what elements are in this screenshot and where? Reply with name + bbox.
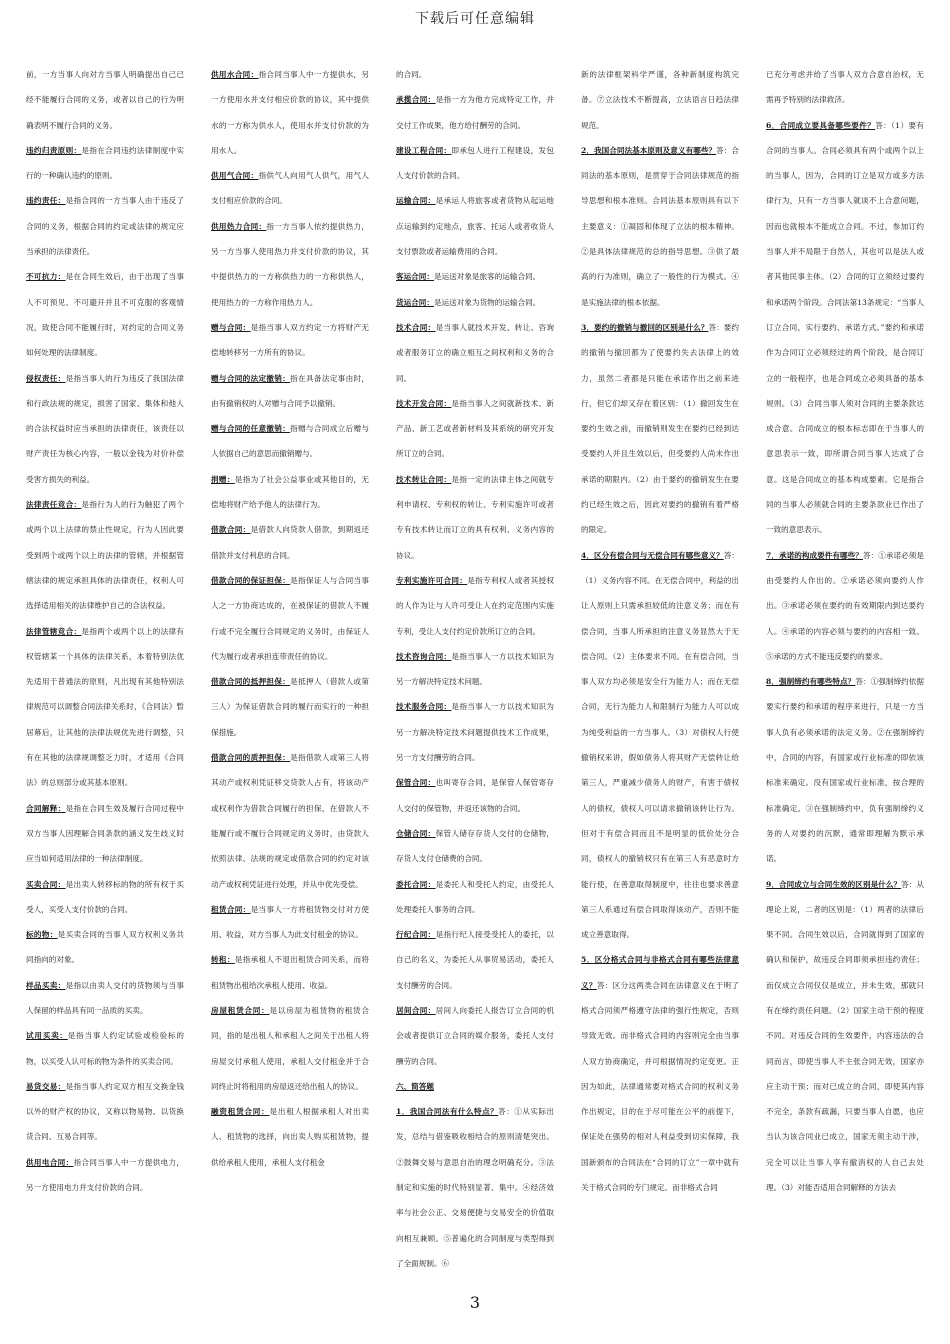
term-definition: 是买卖合同的当事人双方权利义务共同指向的对象。 — [26, 930, 184, 965]
term-definition: 是指行纪人接受受托人的委托，以自己的名义，为委托人从事贸易活动，委托人支付酬劳的合同。 — [396, 930, 554, 990]
paragraph — [26, 619, 184, 796]
term-heading: 捐赠： — [211, 474, 235, 484]
page-number: 3 — [469, 1293, 481, 1312]
term-heading: 租赁合同： — [211, 904, 251, 914]
term-definition: 答：从理论上说，二者的区别是：（1）两者的法律后果不同。合同生效以后，合同就得到了国家的确认和保护，故违反合同即须承担违约责任；而仅成立合同仅仅是成立，并未生效，那就只有在缔约责任问题。（2）国家主动干预的程度不同。对违反合同的生效要件，内容违法的合同而言，即使当事人不主张合同无效，国家亦应主动干预；而对已成立的合同，即使其内容不完全，条款有疏漏，只要当事人自愿，也应当认为该合同业已成立，国家无须主动干涉，完全可以让当事人享有撤消权的人自己去处理。（3）对能否适用合同解释的方法去 — [766, 879, 924, 1193]
paragraph — [396, 87, 554, 138]
paragraph — [396, 1074, 554, 1099]
term-definition: 是指为了社会公益事业或其他目的，无偿地将财产给予他人的法律行为。 — [211, 474, 369, 510]
term-heading: 违约责任： — [26, 196, 66, 206]
term-definition: 指在具备法定事由时，由有撤销权的人对赠与合同予以撤销。 — [211, 373, 369, 408]
term-definition: 是承运人将旅客或者货物从起运地点运输到约定地点，旅客、托运人或者收货人支付票款或者运输费用的合同。 — [396, 196, 554, 257]
term-definition: 指合同当事人中一方提供电力，另一方使用电力并支付价款的合同。 — [26, 1157, 184, 1193]
paragraph — [26, 1074, 184, 1150]
term-heading: 技术开发合同： — [396, 398, 452, 408]
term-definition: 指供气人向用气人供气，用气人支付相应价款的合同。 — [211, 171, 369, 206]
term-heading: 客运合同： — [396, 272, 434, 282]
paragraph — [26, 973, 184, 1024]
term-definition: 是指当事人一方以技术知识为另一方解决特定技术问题提供技术工作成果，另一方支付酬劳的合同。 — [396, 702, 554, 763]
term-definition: 是指以由卖人交付的货物须与当事人保留的样品具有同一品质的买卖。 — [26, 980, 184, 1015]
page-header: 下载后可任意编辑 — [415, 11, 535, 27]
paragraph — [211, 517, 369, 568]
paragraph — [26, 1023, 184, 1074]
term-definition: 是出租人根据承租人对出卖人、租赁物的选择，向出卖人购买租赁物，提供给承租人使用，承租人支付租金 — [211, 1107, 369, 1167]
term-heading: 侵权责任： — [26, 373, 66, 383]
paragraph — [26, 872, 184, 923]
term-definition: 是指一定的法律主体之间就专利申请权、专利权的转让、专利实施许可或者专有技术转让而订立的具有权利、义务内容的协议。 — [396, 474, 554, 560]
paragraph — [211, 947, 369, 998]
term-heading: 买卖合同： — [26, 879, 66, 889]
paragraph — [396, 188, 554, 264]
term-definition: 前，一方当事人向对方当事人明确提出自己已经不能履行合同的义务，或者以自己的行为明确表明不履行合同的义务。 — [26, 70, 184, 130]
paragraph — [581, 947, 739, 1200]
term-definition: 的合同。 — [396, 70, 427, 79]
paragraph — [26, 492, 184, 618]
paragraph — [766, 543, 924, 669]
term-heading: 供用电合同： — [26, 1157, 74, 1167]
paragraph — [26, 1150, 184, 1201]
term-heading: 法律管辖竞合： — [26, 626, 82, 636]
paragraph — [396, 1099, 554, 1276]
term-definition: 是指合同的一方当事人由于违反了合同的义务，根据合同的约定或法律的规定应当承担的法律责任。 — [26, 196, 184, 257]
paragraph — [396, 922, 554, 998]
term-heading: 货运合同： — [396, 297, 434, 307]
term-definition: 是在合同生效后，由于出现了当事人不可预见、不可避开并且不可克服的客观情况，致使合同不能履行时，对约定的合同义务如何处理的法律制度。 — [26, 272, 184, 358]
term-definition: 是当事人就技术开发、转让、咨询或者服务订立的确立相互之间权利和义务的合同。 — [396, 322, 554, 383]
term-definition: 保管人储存存货人交付的仓储物，存货人支付仓储费的合同。 — [396, 828, 554, 864]
paragraph — [211, 467, 369, 518]
term-definition: 是当事人一方将租赁物交付对方使用、收益，对方当事人为此支付租金的协议。 — [211, 904, 369, 940]
term-heading: 合同解释： — [26, 803, 66, 813]
paragraph — [396, 872, 554, 923]
term-definition: 答：（1）要有合同的当事人。合同必须具有两个或两个以上的当事人，因为，合同的订立是双方或多方法律行为，只有一方当事人就谈不上合意问题，因而也就根本不能成立合同。不过，参加订约当事人并不局限于自然人，其也可以是法人或者其他民事主体。（2）合同的订立须经过要约和承诺两个阶段。合同法第13条规定：“当事人订立合同，实行要约、承诺方式。”要约和承诺作为合同订立必须经过的两个阶段，是合同订立的一般程序，也是合同成立必须具备的基本规则。（3）合同当事人须对合同的主要条款达成合意。合同成立的根本标志即在于当事人的意思表示一致，即所谓合同当事人达成了合意。这是合同成立的基本构成要素。它是指合同的当事人必须就合同的主要条款业已作出了一致的意思表示。 — [766, 120, 924, 535]
paragraph — [211, 568, 369, 669]
term-heading: 2．我国合同法基本原则及意义有哪些？ — [581, 145, 717, 155]
paragraph — [581, 315, 739, 543]
term-heading: 保管合同： — [396, 778, 436, 788]
term-heading: 1．我国合同法有什么特点？ — [396, 1107, 499, 1117]
paragraph — [766, 872, 924, 1201]
paragraph — [581, 62, 739, 138]
paragraph — [396, 138, 554, 189]
paragraph — [26, 366, 184, 492]
term-definition: 是指两个或两个以上的法律有权管辖某一个具体的法律关系，本着特别法优先适用于普通法的原则，凡出现有其他特别法律规范可以调整合同法律关系时，《合同法》暂居幕后，让其他的法律法规优先进行调整，只有在其他的法律规调整乏力时，才适用《合同法》的总则部分或其基本原则。 — [26, 626, 184, 788]
term-definition: 是抵押人（借款人或第三人）为保证借款合同的履行而实行的一种担保措施。 — [211, 677, 369, 737]
paragraph — [396, 315, 554, 391]
paragraph — [211, 669, 369, 745]
term-heading: 技术服务合同： — [396, 702, 452, 712]
paragraph — [211, 745, 369, 897]
paragraph — [26, 188, 184, 264]
term-heading: 借款合同的质押担保： — [211, 753, 291, 763]
term-definition: 是借款人向贷款人借款，到期返还借款并支付利息的合同。 — [211, 525, 369, 560]
column-5 — [766, 62, 924, 1282]
term-heading: 法律责任竞合： — [26, 500, 82, 510]
term-definition: 是指行为人的行为触犯了两个或两个以上法律的禁止性规定，行为人因此要受到两个或两个以上的法律的管辖，并根据管辖法律的规定承担具体的法律责任，权利人可选择适用相关的法律维护自己的合法权益。 — [26, 500, 184, 611]
paragraph — [211, 998, 369, 1099]
term-definition: 新的法律框架科学严谨，各种新制度构筑完备。⑦立法技术不断提高，立法语言日趋法律规范。 — [581, 70, 739, 130]
term-heading: 技术合同： — [396, 322, 436, 332]
paragraph — [396, 694, 554, 770]
term-heading: 9．合同成立与合同生效的区别是什么？ — [766, 879, 902, 889]
term-heading: 技术转让合同： — [396, 474, 452, 484]
paragraph — [766, 113, 924, 543]
paragraph — [766, 62, 924, 113]
term-heading: 供用气合同： — [211, 171, 259, 181]
term-definition: 是指当事人的行为违反了我国法律和行政法规的规定，损害了国家、集体和他人的合法权益时应当承担的法律责任，该责任以财产责任为核心内容，一般以金钱为对价补偿受害方损失的利益。 — [26, 373, 184, 484]
term-heading: 仓储合同： — [396, 828, 436, 838]
paragraph — [26, 796, 184, 872]
term-heading: 3．要约的撤销与撤回的区别是什么？ — [581, 322, 709, 332]
term-definition: 已充分考虑并给了当事人双方合意自治权，无需再予特别的法律救济。 — [766, 70, 924, 105]
term-heading: 赠与合同的法定撤销： — [211, 373, 291, 383]
term-heading: 标的物： — [26, 930, 58, 940]
term-heading: 赠与合同的任意撤销： — [211, 424, 291, 434]
paragraph — [396, 998, 554, 1074]
term-definition: 即承包人进行工程建设，发包人支付价款的合同。 — [396, 145, 554, 181]
paragraph — [26, 138, 184, 189]
paragraph — [396, 290, 554, 315]
term-heading: 借款合同的抵押担保： — [211, 677, 291, 687]
term-heading: 运输合同： — [396, 196, 436, 206]
term-definition: 指一方当事人依约提供热力，另一方当事人使用热力并支付价款的协议，其中提供热力的一方称供热力的一方称供热人，使用热力的一方称作用热力人。 — [211, 221, 369, 307]
term-heading: 试用买卖： — [26, 1031, 68, 1041]
term-definition: 是指在合同生效及履行合同过程中双方当事人因理解合同条款的涵义发生歧义时应当如何适用法律的一种法律制度。 — [26, 803, 184, 864]
term-heading: 8．强制缔约有哪些特点？ — [766, 677, 856, 687]
term-definition: 是指一方为他方完成特定工作，并交付工作成果，他方给付酬劳的合同。 — [396, 95, 554, 130]
paragraph — [396, 644, 554, 695]
term-definition: 答：①承诺必须是由受要约人作出的。②承诺必须向要约人作出。③承诺必须在要约的有效期限内到达要约人。④承诺的内容必须与要约的内容相一致。⑤承诺的方式不能违反要约的要求。 — [766, 550, 924, 661]
term-heading: 6．合同成立要具备哪些要件？ — [766, 120, 876, 130]
paragraph — [396, 62, 554, 87]
term-heading: 借款合同的保证担保： — [211, 575, 291, 585]
term-definition: 居间人向委托人报告订立合同的机会或者提供订立合同的媒介服务，委托人支付酬劳的合同。 — [396, 1005, 554, 1066]
paragraph — [581, 543, 739, 948]
term-definition: 是委托人和受托人约定，由受托人处理委托人事务的合同。 — [396, 879, 554, 914]
paragraph — [396, 391, 554, 467]
term-definition: 是指借款人或第三人将其动产或权利凭证移交贷款人占有，将该动产或权利作为借款合同履行的担保，在借款人不能履行或不履行合同规定的义务时，由贷款人依照法律、法规的规定或借款合同的约定对该动产或权利凭证进行处理，并从中优先受偿。 — [211, 753, 369, 889]
term-definition: 是指当事人之间就新技术、新产品、新工艺或者新材料及其系统的研究开发所订立的合同。 — [396, 398, 554, 459]
term-heading: 不可抗力： — [26, 272, 66, 282]
paragraph — [211, 163, 369, 214]
column-4 — [581, 62, 739, 1282]
paragraph — [211, 214, 369, 315]
term-heading: 样品买卖： — [26, 980, 66, 990]
paragraph — [396, 467, 554, 568]
term-definition: 是运送对象是旅客的运输合同。 — [433, 272, 541, 282]
term-heading: 4．区分有偿合同与无偿合同有哪些意义？ — [581, 550, 724, 560]
term-definition: 是出卖人转移标的物的所有权于买受人，买受人支付价款的合同。 — [26, 879, 184, 914]
term-heading: 易货交易： — [26, 1081, 66, 1091]
term-definition: 也叫寄存合同，是保管人保管寄存人交付的保管物，并返还该物的合同。 — [396, 778, 554, 813]
term-definition: 答：区分这两类合同在法律意义在于明了格式合同须严格遵守法律的强行性规定，否则导致无效。而非格式合同的内容则完全由当事人双方协商确定，并可根据情况约定变更。正因为如此，法律通常要对格式合同的权利义务作出规定，目的在于尽可能在公平的前提下，保证处在强势的相对人利益受到切实保障，我国新颁布的合同法在“合同的订立”一章中就有关于格式合同的专门规定。而非格式合同 — [581, 980, 739, 1193]
term-definition: 是指专利权人或者其授权的人作为让与人许可受让人在约定范围内实施专利，受让人支付约定价款所订立的合同。 — [396, 575, 554, 636]
paragraph — [211, 416, 369, 467]
term-heading: 专利实施许可合同： — [396, 575, 468, 585]
paragraph — [211, 62, 369, 163]
paragraph — [26, 922, 184, 973]
term-definition: 是指当事人约定双方相互交换金钱以外的财产权的协议，又称以物易物、以货换货合同、互易合同等。 — [26, 1081, 184, 1142]
term-heading: 六、简答题 — [396, 1081, 434, 1091]
term-definition: 是以房屋为租赁物的租赁合同，指的是出租人和承租人之间关于出租人将房屋交付承租人使用，承租人交付租金并于合同终止时将租用的房屋返还给出租人的协议。 — [211, 1005, 369, 1091]
paragraph — [211, 897, 369, 948]
paragraph — [26, 264, 184, 365]
term-heading: 技术咨询合同： — [396, 651, 452, 661]
term-heading: 5．区分格式合同与非格式合同有哪些法律意义？ — [581, 955, 739, 990]
term-heading: 居间合同： — [396, 1005, 436, 1015]
term-definition: 是指在合同违约法律制度中实行的一种确认违约的原则。 — [26, 145, 184, 181]
term-heading: 房屋租赁合同： — [211, 1005, 270, 1015]
term-heading: 赠与合同： — [211, 322, 251, 332]
term-heading: 建设工程合同： — [396, 145, 452, 155]
term-heading: 借款合同： — [211, 525, 251, 535]
term-heading: 违约归责原则： — [26, 145, 82, 155]
column-3 — [396, 62, 554, 1282]
column-2 — [211, 62, 369, 1282]
paragraph — [766, 669, 924, 871]
paragraph — [211, 366, 369, 417]
paragraph — [26, 62, 184, 138]
term-definition: 答：要约的撤销与撤回都为了使要约失去法律上的效力，虽然二者都是只能在承诺作出之前来进行，但它们却又存在着区别：（1）撤回发生在要约生效之前，而撤销则发生在要约已经到达受要约人并且生效以后，但受要约人尚未作出承诺的期限内。（2）由于要约的撤销发生在要约已经生效之后，因此对要约的撤销有着严格的限定。 — [581, 322, 739, 535]
paragraph — [211, 315, 369, 366]
term-definition: 是指当事人约定试验或检验标的物，以买受人认可标的物为条件的买卖合同。 — [26, 1031, 184, 1066]
paragraph — [396, 821, 554, 872]
column-1 — [26, 62, 184, 1282]
paragraph — [581, 138, 739, 315]
term-heading: 承揽合同： — [396, 95, 436, 105]
term-definition: 答：①强制缔约依据要实行要约和承诺的程序来进行，只是一方当事人负有必须承诺的法定义务。②在强制缔约中，合同的内容，有国家或行业标准的即依该标准来确定。没有国家或行业标准，按合理的标准确定。③在强制缔约中，负有强制缔约义务的人对要约的沉默，通常即理解为默示承诺。 — [766, 677, 924, 864]
term-definition: 答：（1）义务内容不同。在无偿合同中，利益的出让人原则上只需承担较低的注意义务；而在有偿合同，当事人所承担的注意义务显然大于无偿合同。（2）主体要求不同。在有偿合同，当事人双方均必须是安全行为能力人；而在无偿合同，无行为能力人和限制行为能力人可以成为纯受利益的一方当事人。（3）对债权人行使撤销权来讲，假如债务人将其财产无偿转让给第三人，严重减少债务人的财产，有害于债权人的债权，债权人可以请求撤销该转让行为。但对于有偿合同而且不是明显的低价处分合同，债权人的撤销权只有在第三人有恶意时方能行使，在善意取得制度中，往往也要求善意第三人系通过有偿合同取得该动产，否则不能成立善意取得。 — [581, 550, 739, 940]
term-definition: 指赠与合同成立后赠与人依据自己的意思而撤销赠与。 — [211, 424, 369, 459]
term-definition: 指合同当事人中一方提供水，另一方使用水并支付相应价款的协议，其中提供水的一方称为供水人，使用水并支付价款的为用水人。 — [211, 70, 369, 155]
term-definition: 是指当事人一方以技术知识为另一方解决特定技术问题。 — [396, 651, 554, 687]
term-definition: 答：①从实际出发，总结与借鉴吸收相结合的原则清楚突出。②鼓舞交易与意思自治的理念明确充分。③法制定和实施的时代特别显著、集中。④经济效率与社会公正、交易便捷与交易安全的价值取向相互兼顾。⑤普遍化的合同制度与类型得到了全面规制。⑥ — [396, 1107, 554, 1268]
paragraph — [396, 264, 554, 289]
term-definition: 是指承租人不退出租赁合同关系，而将租赁物出租给次承租人使用、收益。 — [211, 955, 369, 990]
term-definition: 是运送对象为货物的运输合同。 — [433, 297, 541, 307]
term-definition: 答：合同法的基本原则，是贯穿于合同法律规范的指导思想和根本准则。合同法基本原则具有以下主要意义：①凝固和体现了立法的根本精神。②是具体法律规范的总的指导思想。③供了最高的行为准则，确立了一般性的行为模式。④是实施法律的根本依据。 — [581, 145, 739, 307]
term-heading: 供用热力合同： — [211, 221, 267, 231]
paragraph — [211, 1099, 369, 1175]
paragraph — [396, 568, 554, 644]
term-heading: 转租： — [211, 955, 235, 965]
term-definition: 是指当事人双方约定一方将财产无偿地转移另一方所有的协议。 — [211, 322, 369, 358]
term-heading: 供用水合同： — [211, 70, 259, 79]
term-definition: 是指保证人与合同当事人之一方协商达成的，在被保证的借款人不履行或不完全履行合同规定的义务时，由保证人代为履行或者承担连带责任的协议。 — [211, 575, 369, 661]
term-heading: 行纪合同： — [396, 930, 436, 940]
term-heading: 委托合同： — [396, 879, 436, 889]
term-heading: 融资租赁合同： — [211, 1107, 270, 1117]
text-columns — [26, 62, 924, 1282]
paragraph — [396, 770, 554, 821]
term-heading: 7．承诺的构成要件有哪些？ — [766, 550, 863, 560]
